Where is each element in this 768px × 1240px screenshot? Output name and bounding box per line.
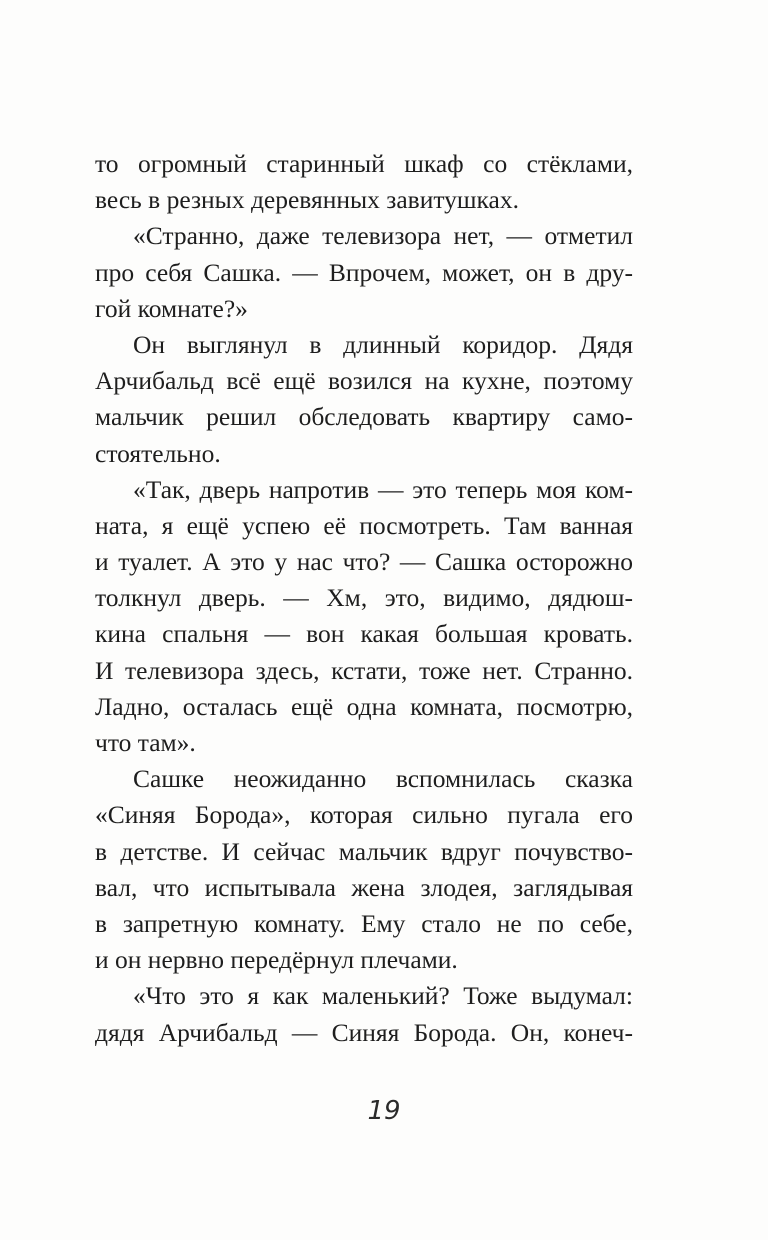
text-line: весь в резных деревянных завитушках. <box>95 185 519 215</box>
text-line: ната, я ещё успею её посмотреть. Там ванная <box>95 510 633 540</box>
body-text <box>95 146 633 1051</box>
page-number: 19 <box>367 1096 401 1126</box>
text-line: Он выглянул в длинный коридор. Дядя <box>133 329 633 359</box>
text-line: в запретную комнату. Ему стало не по себе, <box>95 908 633 938</box>
text-line: кина спальня — вон какая большая кровать. <box>95 619 633 649</box>
text-line: гой комнате?» <box>95 293 248 323</box>
text-line: и туалет. А это у нас что? — Сашка осторожно <box>95 547 633 577</box>
text-line: «Синяя Борода», которая сильно пугала его <box>95 800 633 830</box>
text-line: Арчибальд всё ещё возился на кухне, поэтому <box>95 366 633 396</box>
text-line: то огромный старинный шкаф со стёклами, <box>95 149 633 178</box>
text-line: стоятельно. <box>95 438 221 468</box>
text-line: толкнул дверь. — Хм, это, видимо, дядюш- <box>95 583 633 613</box>
text-line: мальчик решил обследовать квартиру само- <box>95 402 633 432</box>
text-line: в детстве. И сейчас мальчик вдруг почувство- <box>95 836 633 866</box>
text-line: И телевизора здесь, кстати, тоже нет. Странно. <box>95 655 633 685</box>
text-line: «Странно, даже телевизора нет, — отметил <box>133 221 633 251</box>
text-line: что там». <box>95 728 196 757</box>
text-line: вал, что испытывала жена злодея, заглядывая <box>95 872 633 902</box>
text-line: «Что это я как маленький? Тоже выдумал: <box>133 981 633 1011</box>
text-line: и он нервно передёрнул плечами. <box>95 945 458 975</box>
text-line: «Так, дверь напротив — это теперь моя ком- <box>133 474 633 504</box>
text-line: дядя Арчибальд — Синяя Борода. Он, конеч- <box>95 1017 633 1047</box>
text-line: про себя Сашка. — Впрочем, может, он в дру- <box>95 257 633 287</box>
text-line: Ладно, осталась ещё одна комната, посмотрю, <box>95 691 633 721</box>
text-line: Сашке неожиданно вспомнилась сказка <box>133 764 633 794</box>
